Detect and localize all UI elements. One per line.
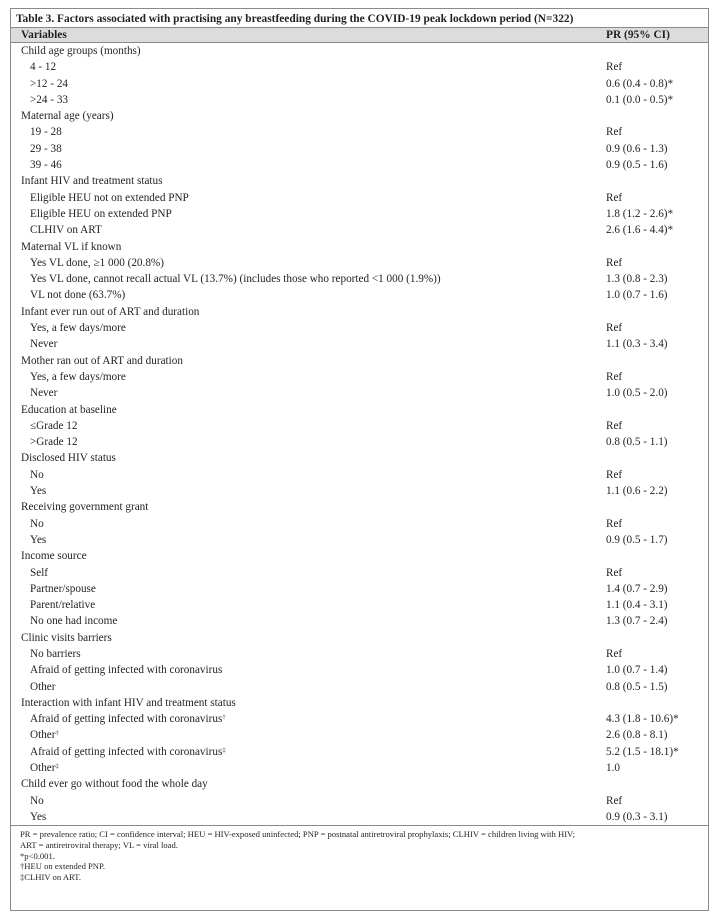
table-group-row [11,402,708,418]
row-label [30,320,126,336]
row-label-text: 39 - 46 [30,159,62,172]
row-value: Ref [606,419,623,432]
row-label-text: Other [30,729,56,742]
row-label-text: Afraid of getting infected with coronavirus [30,713,223,726]
row-label-text: Never [30,387,58,400]
table-row [11,222,708,238]
row-value: Ref [606,517,623,530]
row-label [21,239,121,255]
row-label-text: Infant ever run out of ART and duration [21,305,200,318]
row-value: 1.8 (1.2 - 2.6)* [606,207,674,220]
row-label [30,59,56,75]
row-label [21,548,87,564]
row-label-text: Yes [30,485,47,498]
table-row [11,597,708,613]
row-label [21,173,162,189]
table-row [11,255,708,271]
row-value: 1.0 (0.7 - 1.6) [606,289,668,302]
row-value: 4.3 (1.8 - 10.6)* [606,713,679,726]
table-row [11,418,708,434]
row-label [30,92,68,108]
row-value: 0.6 (0.4 - 0.8)* [606,77,674,90]
row-label [30,434,78,450]
row-label [21,108,114,124]
row-label-text: Afraid of getting infected with coronavirus [30,745,223,758]
row-value: Ref [606,468,623,481]
row-label [30,206,172,222]
row-label-text: Child ever go without food the whole day [21,778,208,791]
row-value: 1.1 (0.6 - 2.2) [606,485,668,498]
row-value: 0.9 (0.3 - 3.1) [606,810,668,823]
table-row [11,141,708,157]
footnote-mark: ‡ [222,746,226,754]
row-label-text: CLHIV on ART [30,224,102,237]
table-row [11,467,708,483]
table-row [11,516,708,532]
row-label [30,613,117,629]
row-value: 1.3 (0.7 - 2.4) [606,615,668,628]
table-row [11,793,708,809]
row-value: Ref [606,256,623,269]
row-label [30,662,222,678]
table-row [11,532,708,548]
table-row [11,336,708,352]
row-value: 1.1 (0.4 - 3.1) [606,599,668,612]
row-value: 1.0 [606,762,620,775]
row-label [30,597,95,613]
row-value: 2.6 (1.6 - 4.4)* [606,224,674,237]
row-label [30,124,62,140]
row-label-text: Self [30,566,49,579]
footnote-line: ‡CLHIV on ART. [20,872,81,883]
table-body [11,43,708,825]
row-label-text: Income source [21,550,87,563]
row-label [21,630,112,646]
table-group-row [11,353,708,369]
row-value: 1.0 (0.5 - 2.0) [606,387,668,400]
table-row [11,679,708,695]
row-value: Ref [606,794,623,807]
row-label [30,467,44,483]
row-label [30,255,164,271]
footnote-line: *p<0.001. [20,850,55,861]
row-value: 0.9 (0.5 - 1.7) [606,533,668,546]
table-row [11,287,708,303]
column-header-variables: Variables [21,29,67,41]
table-row [11,59,708,75]
row-label-text: >12 - 24 [30,77,69,90]
row-label [30,516,44,532]
row-label-text: >24 - 33 [30,93,69,106]
row-label-text: Interaction with infant HIV and treatment status [21,696,236,709]
row-label [21,776,208,792]
row-label [21,304,199,320]
table-row [11,711,708,727]
row-label [30,141,62,157]
footnote-divider [11,825,708,826]
row-label-text: Receiving government grant [21,501,149,514]
row-label [30,287,125,303]
row-label [30,793,44,809]
row-label-text: Yes VL done, ≥1 000 (20.8%) [30,256,164,269]
table-row [11,369,708,385]
row-value: Ref [606,126,623,139]
row-label [21,499,148,515]
row-label [30,532,46,548]
row-label-text: No [30,794,44,807]
row-value: 1.4 (0.7 - 2.9) [606,582,668,595]
row-label-text: Yes, a few days/more [30,322,126,335]
footnote-line: †HEU on extended PNP. [20,861,105,872]
row-value: 1.3 (0.8 - 2.3) [606,273,668,286]
row-label [30,760,59,776]
row-label-text: Infant HIV and treatment status [21,175,163,188]
row-label-text: 29 - 38 [30,142,62,155]
row-label-text: Education at baseline [21,403,117,416]
table-row [11,434,708,450]
row-label [30,727,59,743]
row-label [30,190,189,206]
row-label-text: Maternal age (years) [21,110,114,123]
row-value: Ref [606,61,623,74]
row-value: 1.1 (0.3 - 3.4) [606,338,668,351]
table-row [11,92,708,108]
row-label-text: ≤Grade 12 [30,419,78,432]
row-label [30,679,55,695]
table-row [11,727,708,743]
table-row [11,646,708,662]
row-label-text: 19 - 28 [30,126,62,139]
table-row [11,613,708,629]
row-label [30,744,226,760]
row-label [30,76,68,92]
row-label [21,353,183,369]
table-group-row [11,548,708,564]
row-label-text: Yes, a few days/more [30,370,126,383]
row-label-text: Other [30,762,56,775]
row-label [30,483,46,499]
table-footnotes [20,829,700,883]
row-value: Ref [606,566,623,579]
table-group-row [11,43,708,59]
row-label-text: 4 - 12 [30,61,57,74]
row-label-text: Yes [30,533,47,546]
footnote-line: PR = prevalence ratio; CI = confidence interval; HEU = HIV-exposed uninfected; PNP = postnatal antiretroviral prophylaxis; CLHIV = children living with HIV; [20,829,576,839]
row-value: Ref [606,370,623,383]
table-row [11,809,708,825]
table-row [11,744,708,760]
table-row [11,190,708,206]
table-row [11,157,708,173]
row-label-text: Clinic visits barriers [21,631,112,644]
row-value: 1.0 (0.7 - 1.4) [606,664,668,677]
row-label [30,369,126,385]
row-value: 0.9 (0.6 - 1.3) [606,142,668,155]
table-header-row [11,27,708,43]
row-label-text: No one had income [30,615,118,628]
row-value: Ref [606,191,623,204]
row-value: 0.1 (0.0 - 0.5)* [606,93,674,106]
row-label-text: Maternal VL if known [21,240,122,253]
row-label-text: Partner/spouse [30,582,96,595]
row-label [30,222,102,238]
row-value: 5.2 (1.5 - 18.1)* [606,745,679,758]
table-group-row [11,450,708,466]
row-value: Ref [606,322,623,335]
row-label-text: Yes [30,810,47,823]
row-label [21,450,116,466]
footnote-mark: † [222,714,226,722]
row-label [30,711,226,727]
row-label-text: No barriers [30,647,81,660]
table-row [11,581,708,597]
table-group-row [11,776,708,792]
table-row [11,483,708,499]
table-row [11,76,708,92]
row-label [30,271,441,287]
row-value: 2.6 (0.8 - 8.1) [606,729,668,742]
footnote-line: ART = antiretroviral therapy; VL = viral load. [20,839,178,850]
row-label [30,157,62,173]
row-value: 0.8 (0.5 - 1.1) [606,436,668,449]
table-group-row [11,173,708,189]
row-label [30,646,81,662]
table-row [11,565,708,581]
row-label-text: Mother ran out of ART and duration [21,354,183,367]
row-label [30,336,57,352]
table-group-row [11,239,708,255]
row-label [30,418,77,434]
row-label [30,565,48,581]
row-label [30,581,96,597]
row-label-text: No [30,468,44,481]
table-row [11,320,708,336]
row-label-text: Child age groups (months) [21,45,141,57]
table-row [11,124,708,140]
row-label-text: VL not done (63.7%) [30,289,126,302]
footnote-mark: † [55,730,59,738]
table-group-row [11,630,708,646]
row-label [21,43,141,59]
row-label [21,402,117,418]
row-label-text: Disclosed HIV status [21,452,116,465]
row-label-text: Parent/relative [30,599,96,612]
table-row [11,206,708,222]
row-label [30,809,46,825]
table-group-row [11,695,708,711]
row-label-text: Eligible HEU not on extended PNP [30,191,189,204]
row-label [21,695,236,711]
row-value: 0.8 (0.5 - 1.5) [606,680,668,693]
column-header-pr: PR (95% CI) [606,29,670,41]
table-row [11,271,708,287]
row-label-text: Afraid of getting infected with coronavirus [30,664,223,677]
row-label-text: No [30,517,44,530]
row-label-text: Never [30,338,58,351]
row-value: Ref [606,647,623,660]
row-label-text: >Grade 12 [30,436,78,449]
row-label-text: Other [30,680,56,693]
table-row [11,662,708,678]
table-row [11,385,708,401]
table-row [11,760,708,776]
row-label-text: Eligible HEU on extended PNP [30,207,172,220]
row-label [30,385,57,401]
table-title: Table 3. Factors associated with practising any breastfeeding during the COVID-19 peak lockdown period (N=322) [16,13,574,25]
table-group-row [11,304,708,320]
table-group-row [11,108,708,124]
table-group-row [11,499,708,515]
row-value: 0.9 (0.5 - 1.6) [606,159,668,172]
footnote-mark: ‡ [55,763,59,771]
row-label-text: Yes VL done, cannot recall actual VL (13.7%) (includes those who reported <1 000 (1.9%)) [30,273,441,286]
